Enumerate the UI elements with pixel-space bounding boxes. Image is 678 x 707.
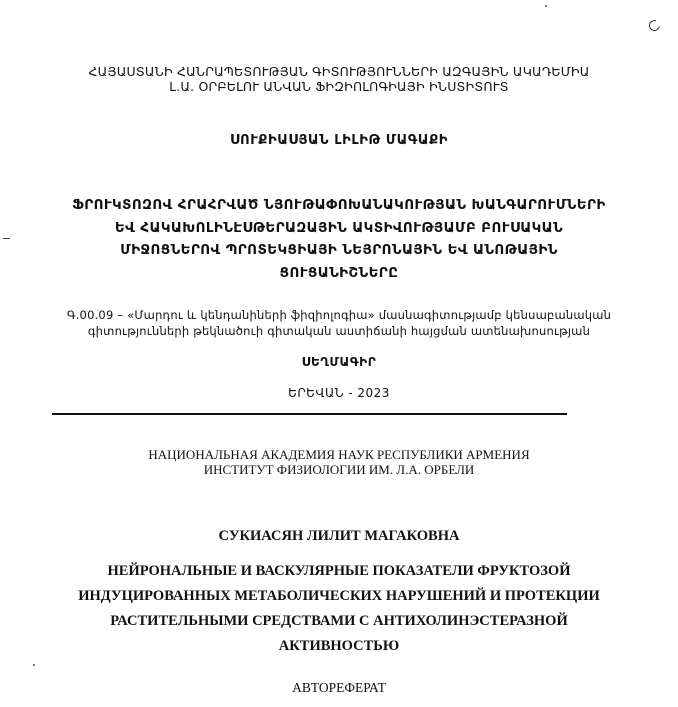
armenian-document-type: ՍԵՂՄԱԳԻՐ (301, 355, 377, 369)
russian-author-name: СУКИАСЯН ЛИЛИТ МАГАКОВНА (218, 528, 460, 544)
institution-line: Լ.Ա. ՕՐԲԵԼՈՒ ԱՆՎԱՆ ՖԻԶԻՈԼՈԳԻԱՅԻ ԻՆՍՏԻՏՈՒՏ (169, 79, 509, 94)
section-divider (52, 413, 567, 415)
title-line: ՄԻՋՈՑՆԵՐՈՎ ՊՐՈՏԵԿՑԻԱՅԻ ՆԵՅՐՈՆԱՅԻՆ ԵՎ ԱՆՈԹԱՅԻՆ (120, 242, 558, 258)
russian-institution (0, 447, 678, 477)
institution-line: ИНСТИТУТ ФИЗИОЛОГИИ ИМ. Л.А. ОРБЕЛИ (203, 462, 475, 477)
scan-dot (33, 664, 35, 666)
scan-dot (545, 5, 547, 7)
armenian-author-name: ՍՈՒՔԻԱՍՅԱՆ ԼԻԼԻԹ ՄԱԳԱՔԻ (230, 133, 448, 148)
title-line: РАСТИТЕЛЬНЫМИ СРЕДСТВАМИ С АНТИХОЛИНЭСТЕРАЗНОЙ (110, 613, 568, 629)
institution-line: НАЦИОНАЛЬНАЯ АКАДЕМИЯ НАУК РЕСПУБЛИКИ АРМЕНИЯ (148, 447, 530, 462)
specialty-line: գիտությունների թեկնածուի գիտական աստիճանի հայցման ատենախոսության (87, 324, 591, 338)
russian-thesis-title (0, 559, 678, 659)
armenian-city-year: ԵՐԵՎԱՆ - 2023 (288, 386, 390, 400)
armenian-specialty (0, 307, 678, 339)
russian-document-type: АВТОРЕФЕРАТ (292, 680, 386, 695)
title-line: ИНДУЦИРОВАННЫХ МЕТАБОЛИЧЕСКИХ НАРУШЕНИЙ И ПРОТЕКЦИИ (78, 588, 600, 604)
armenian-institution (0, 64, 678, 94)
institution-line: ՀԱՅԱՍՏԱՆԻ ՀԱՆՐԱՊԵՏՈՒԹՅԱՆ ԳԻՏՈՒԹՅՈՒՆՆԵՐԻ ԱԶԳԱՅԻՆ ԱԿԱԴԵՄԻԱ (88, 64, 590, 79)
title-line: ՑՈՒՑԱՆԻՇՆԵՐԸ (279, 264, 399, 281)
scan-mark (647, 18, 662, 33)
title-line: ԵՎ ՀԱԿԱԽՈԼԻՆԷՍԹԵՐԱԶԱՅԻՆ ԱԿՏԻՎՈՒԹՅԱՄԲ ԲՈՒՍԱԿԱՆ (114, 219, 564, 236)
title-line: АКТИВНОСТЬЮ (278, 638, 400, 654)
title-line: ՖՐՈՒԿՏՈԶՈՎ ՀՐԱՀՐՎԱԾ ՆՅՈՒԹԱՓՈԽԱՆԱԿՈՒԹՅԱՆ ԽԱՆԳԱՐՈՒՄՆԵՐԻ (72, 197, 606, 213)
specialty-line: Գ.00.09 – «Մարդու և կենդանիների ֆիզիոլոգիա» մասնագիտությամբ կենսաբանական (66, 308, 612, 322)
armenian-thesis-title (0, 194, 678, 284)
title-line: НЕЙРОНАЛЬНЫЕ И ВАСКУЛЯРНЫЕ ПОКАЗАТЕЛИ ФРУКТОЗОЙ (107, 563, 571, 579)
